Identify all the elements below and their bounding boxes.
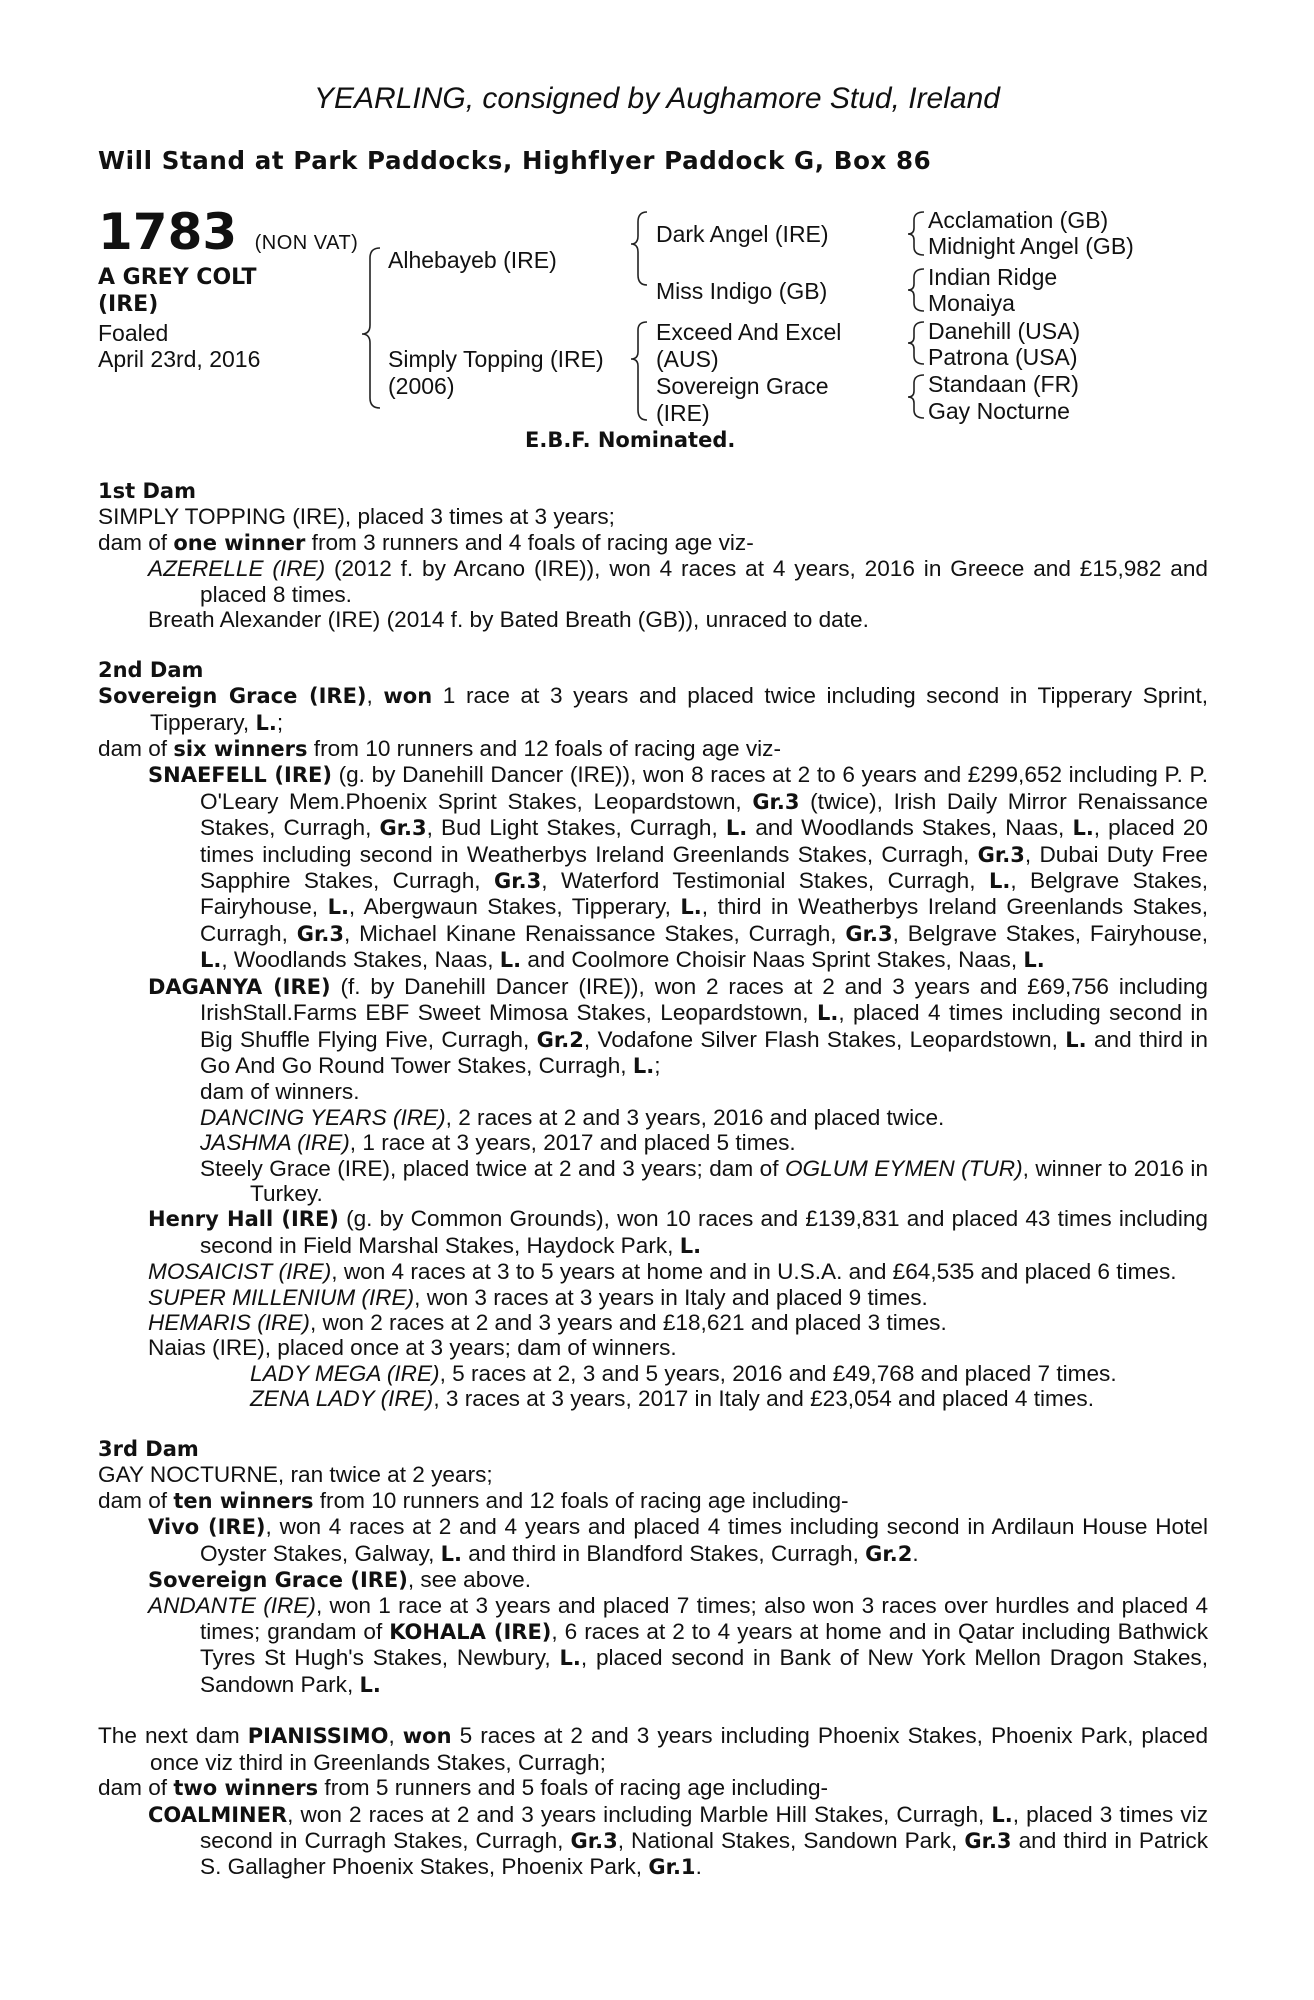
lot-description-origin: (IRE)	[98, 292, 159, 317]
second-dam-heading: 2nd Dam	[98, 657, 204, 682]
pedigree-sire-dam: Miss Indigo (GB)	[656, 278, 828, 304]
pedigree-standaan: Standaan (FR)	[928, 371, 1079, 397]
pedigree-dam-sire-origin: (AUS)	[656, 346, 719, 372]
next-dam-produce-summary: dam of two winners from 5 runners and 5 foals of racing age including-	[98, 1775, 829, 1801]
lot-description: A GREY COLT	[98, 265, 257, 290]
daganya-dam-of: dam of winners.	[200, 1079, 360, 1105]
produce-hemaris: HEMARIS (IRE), won 2 races at 2 and 3 years and £18,621 and placed 3 times.	[148, 1309, 947, 1335]
pedigree-dam-dam-origin: (IRE)	[656, 400, 710, 426]
second-dam-record: Sovereign Grace (IRE), won 1 race at 3 years and placed twice including second in Tipperary Sprint, Tipperary, L.;	[98, 683, 1208, 735]
second-dam-produce-summary: dam of six winners from 10 runners and 12 foals of racing age viz-	[98, 736, 781, 762]
third-dam-record: GAY NOCTURNE, ran twice at 2 years;	[98, 1462, 493, 1488]
foaled-label: Foaled	[98, 320, 169, 346]
produce-lady-mega: LADY MEGA (IRE), 5 races at 2, 3 and 5 years, 2016 and £49,768 and placed 7 times.	[250, 1360, 1117, 1386]
pedigree-dam-sire: Exceed And Excel	[656, 319, 842, 345]
produce-jashma: JASHMA (IRE), 1 race at 3 years, 2017 and placed 5 times.	[200, 1130, 796, 1156]
lot-number: 1783	[98, 203, 238, 261]
catalogue-header: YEARLING, consigned by Aughamore Stud, Ireland	[314, 82, 1000, 115]
pedigree-gay-nocturne: Gay Nocturne	[928, 398, 1070, 424]
section-next-dam	[98, 1723, 1208, 1880]
produce-daganya: DAGANYA (IRE) (f. by Danehill Dancer (IRE)), won 2 races at 2 and 3 years and £69,756 including IrishStall.Farms EBF Sweet Mimosa Stakes, Leopardstown, L., placed 4 times including second in Big Shuffle Flying Five, Curragh, Gr.2, Vodafone Silver Flash Stakes, Leopardstown, L. and third in Go And Go Round Tower Stakes, Curragh, L.;	[148, 973, 1208, 1078]
produce-snaefell: SNAEFELL (IRE) (g. by Danehill Dancer (IRE)), won 8 races at 2 to 6 years and £299,652 including P. P. O'Leary Mem.Phoenix Sprint Stakes, Leopardstown, Gr.3 (twice), Irish Daily Mirror Renaissance Stakes, Curragh, Gr.3, Bud Light Stakes, Curragh, L. and Woodlands Stakes, Naas, L., placed 20 times including second in Weatherbys Ireland Greenlands Stakes, Curragh, Gr.3, Dubai Duty Free Sapphire Stakes, Curragh, Gr.3, Waterford Testimonial Stakes, Curragh, L., Belgrave Stakes, Fairyhouse, L., Abergwaun Stakes, Tipperary, L., third in Weatherbys Ireland Greenlands Stakes, Curragh, Gr.3, Michael Kinane Renaissance Stakes, Curragh, Gr.3, Belgrave Stakes, Fairyhouse, L., Woodlands Stakes, Naas, L. and Coolmore Choisir Naas Sprint Stakes, Naas, L.	[148, 762, 1209, 973]
pedigree-bracket-dam	[631, 322, 647, 420]
produce-sovereign-grace: Sovereign Grace (IRE), see above.	[148, 1567, 531, 1593]
next-dam-record: The next dam PIANISSIMO, won 5 races at 2 and 3 years including Phoenix Stakes, Phoenix Park, placed once viz third in Greenlands Stakes, Curragh;	[98, 1723, 1209, 1775]
section-first-dam	[98, 479, 1208, 632]
produce-andante: ANDANTE (IRE), won 1 race at 3 years and placed 7 times; also won 3 races over hurdles and placed 4 times; grandam of KOHALA (IRE), 6 races at 2 to 4 years at home and in Qatar including Bathwick Tyres St Hugh's Stakes, Newbury, L., placed second in Bank of New York Mellon Dragon Stakes, Sandown Park, L.	[148, 1593, 1209, 1697]
produce-zena-lady: ZENA LADY (IRE), 3 races at 3 years, 2017 in Italy and £23,054 and placed 4 times.	[250, 1386, 1094, 1412]
pedigree-dam-dam: Sovereign Grace	[656, 373, 829, 399]
produce-vivo: Vivo (IRE), won 4 races at 2 and 4 years and placed 4 times including second in Ardilaun House Hotel Oyster Stakes, Galway, L. and third in Blandford Stakes, Curragh, Gr.2.	[148, 1514, 1208, 1566]
produce-naias: Naias (IRE), placed once at 3 years; dam of winners.	[148, 1335, 677, 1361]
pedigree-patrona: Patrona (USA)	[928, 344, 1078, 370]
produce-dancing-years: DANCING YEARS (IRE), 2 races at 2 and 3 years, 2016 and placed twice.	[200, 1104, 945, 1130]
pedigree-bracket-standaan	[908, 375, 924, 418]
pedigree-dam: Simply Topping (IRE)	[388, 346, 604, 372]
third-dam-heading: 3rd Dam	[98, 1437, 199, 1461]
pedigree-bracket-sire	[631, 212, 647, 285]
produce-mosaicist: MOSAICIST (IRE), won 4 races at 3 to 5 years at home and in U.S.A. and £64,535 and placed 6 times.	[148, 1259, 1177, 1285]
catalogue-body	[98, 479, 1208, 1881]
pedigree-bracket-acclamation	[908, 212, 924, 255]
pedigree-bracket-danehill	[908, 322, 924, 364]
pedigree-danehill: Danehill (USA)	[928, 318, 1081, 344]
pedigree-indian-ridge: Indian Ridge	[928, 264, 1058, 290]
third-dam-produce-summary: dam of ten winners from 10 runners and 12 foals of racing age including-	[98, 1487, 849, 1513]
pedigree-acclamation: Acclamation (GB)	[928, 207, 1109, 233]
produce-henry-hall: Henry Hall (IRE) (g. by Common Grounds), won 10 races and £139,831 and placed 43 times including second in Field Marshal Stakes, Haydock Park, L.	[148, 1206, 1208, 1258]
produce-azerelle: AZERELLE (IRE) (2012 f. by Arcano (IRE)), won 4 races at 4 years, 2016 in Greece and £15,982 and placed 8 times.	[148, 556, 1208, 607]
pedigree-sire-sire: Dark Angel (IRE)	[656, 221, 829, 247]
pedigree-bracket-main	[362, 248, 380, 408]
first-dam-record: SIMPLY TOPPING (IRE), placed 3 times at 3 years;	[98, 504, 615, 530]
pedigree-monaiya: Monaiya	[928, 290, 1015, 316]
produce-super-millenium: SUPER MILLENIUM (IRE), won 3 races at 3 years in Italy and placed 9 times.	[148, 1284, 928, 1310]
foaling-date: April 23rd, 2016	[98, 346, 261, 372]
first-dam-produce-summary: dam of one winner from 3 runners and 4 foals of racing age viz-	[98, 529, 754, 555]
produce-steely-grace: Steely Grace (IRE), placed twice at 2 and 3 years; dam of OGLUM EYMEN (TUR), winner to 2016 in Turkey.	[200, 1155, 1209, 1206]
ebf-nomination: E.B.F. Nominated.	[525, 428, 736, 452]
pedigree-sire: Alhebayeb (IRE)	[388, 247, 557, 273]
vat-status: (NON VAT)	[254, 232, 359, 254]
pedigree-midnight-angel: Midnight Angel (GB)	[928, 233, 1134, 259]
stand-location: Will Stand at Park Paddocks, Highflyer Paddock G, Box 86	[98, 146, 932, 175]
first-dam-heading: 1st Dam	[98, 479, 196, 503]
produce-coalminer: COALMINER, won 2 races at 2 and 3 years including Marble Hill Stakes, Curragh, L., placed 3 times viz second in Curragh Stakes, Curragh, Gr.3, National Stakes, Sandown Park, Gr.3 and third in Patrick S. Gallagher Phoenix Stakes, Phoenix Park, Gr.1.	[148, 1801, 1209, 1880]
pedigree-dam-year: (2006)	[388, 373, 455, 399]
section-second-dam	[98, 658, 1208, 1412]
section-third-dam	[98, 1437, 1208, 1698]
pedigree-bracket-indian-ridge	[908, 269, 924, 311]
produce-breath-alexander: Breath Alexander (IRE) (2014 f. by Bated Breath (GB)), unraced to date.	[148, 607, 869, 633]
